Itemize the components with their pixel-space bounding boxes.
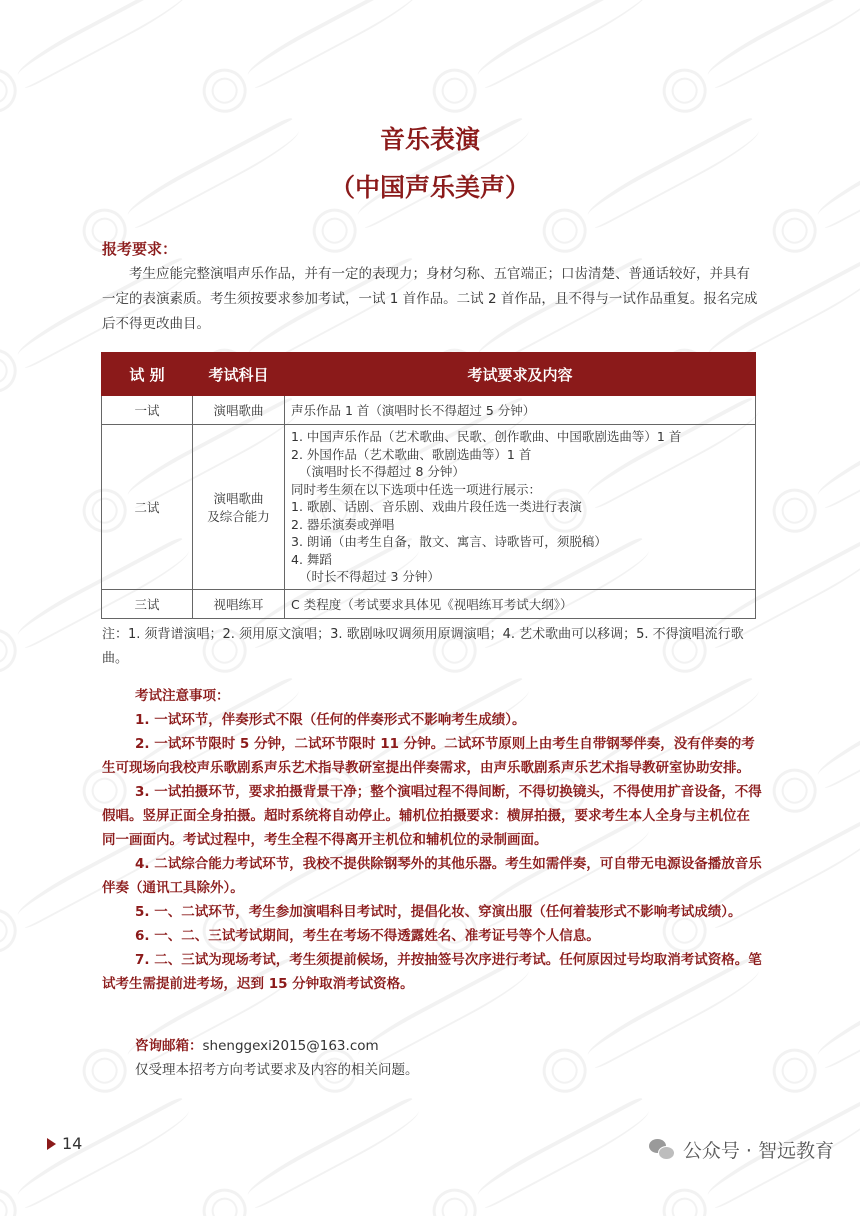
content-line: 同时考生须在以下选项中任选一项进行展示： [291, 481, 542, 497]
content-line: （演唱时长不得超过 8 分钟） [299, 464, 465, 479]
page-subtitle: （中国声乐美声） [329, 173, 530, 202]
contact-section [102, 1034, 762, 1082]
notice-item: 5. 一、二试环节，考生参加演唱科目考试时，提倡化妆、穿演出服（任何着装形式不影响考试成绩）。 [135, 904, 742, 920]
notice-item: 1. 一试环节，伴奏形式不限（任何的伴奏形式不影响考生成绩）。 [135, 712, 526, 728]
notice-item: 6. 一、二、三试考试期间，考生在考场不得透露姓名、准考证号等个人信息。 [135, 928, 600, 944]
subject-cell: 视唱练耳 [193, 589, 285, 618]
content-cell: 声乐作品 1 首（演唱时长不得超过 5 分钟） [285, 396, 756, 425]
watermark-tile [191, 0, 449, 128]
notice-item: 2. 一试环节限时 5 分钟，二试环节限时 11 分钟。二试环节原则上由考生自带钢琴伴奏，没有伴奏的考生可现场向我校声乐歌剧系声乐艺术指导教研室提出伴奏需求，由声乐歌剧系声乐艺术指导教研室协助安排。 [102, 736, 755, 776]
table-row [102, 425, 756, 590]
content-cell [285, 425, 756, 590]
page-title: 音乐表演 [379, 125, 480, 154]
exam-table [101, 352, 756, 619]
notice-section [102, 684, 762, 996]
content-line: 4. 舞蹈 [291, 551, 332, 567]
round-cell: 二试 [102, 425, 193, 590]
round-cell: 三试 [102, 589, 193, 618]
watermark-tile [0, 0, 219, 128]
subject-line: 演唱歌曲 [213, 490, 264, 506]
header-content: 考试要求及内容 [285, 353, 756, 396]
contact-email[interactable]: shenggexi2015@163.com [202, 1038, 379, 1054]
header-subject: 考试科目 [193, 353, 285, 396]
content-line: 2. 外国作品（艺术歌曲、歌剧选曲等）1 首 [291, 446, 532, 462]
watermark-tile [421, 1072, 679, 1216]
page-number-text: 14 [62, 1134, 83, 1153]
page-number [47, 1134, 82, 1153]
watermark-tile [761, 372, 860, 547]
watermark-tile [761, 932, 860, 1107]
table-row [102, 589, 756, 618]
content-line: 1. 中国声乐作品（艺术歌曲、民歌、创作歌曲、中国歌剧选曲等）1 首 [291, 429, 682, 444]
content-line: （时长不得超过 3 分钟） [299, 569, 440, 584]
content-line: 3. 朗诵（由考生自备，散文、寓言、诗歌皆可，须脱稿） [291, 534, 607, 549]
notice-item: 7. 二、三试为现场考试，考生须提前候场，并按抽签号次序进行考试。任何原因过号均取消考试资格。笔试考生需提前进考场，迟到 15 分钟取消考试资格。 [102, 952, 762, 992]
watermark-tile [191, 1072, 449, 1216]
subject-line: 及综合能力 [207, 508, 270, 524]
content-line: 2. 器乐演奏或弹唱 [291, 516, 395, 532]
watermark-tile [651, 0, 860, 128]
requirements-text: 考生应能完整演唱声乐作品，并有一定的表现力；身材匀称、五官端正；口齿清楚、普通话较好，并具有一定的表演素质。考生须按要求参加考试，一试 1 首作品。二试 2 首作品，且不得与一试作品重复。报名完成后不得更改曲目。 [102, 266, 758, 332]
header-round: 试 别 [102, 353, 193, 396]
content-line: 1. 歌剧、话剧、音乐剧、戏曲片段任选一类进行表演 [291, 499, 582, 514]
notice-item: 4. 二试综合能力考试环节，我校不提供除钢琴外的其他乐器。考生如需伴奏，可自带无电源设备播放音乐伴奏（通讯工具除外）。 [102, 856, 762, 896]
subject-cell: 演唱歌曲 [193, 396, 285, 425]
contact-label: 咨询邮箱： [135, 1038, 203, 1054]
notice-item: 3. 一试拍摄环节，要求拍摄背景干净；整个演唱过程不得间断，不得切换镜头，不得使用扩音设备，不得假唱。竖屏正面全身拍摄。超时系统将自动停止。辅机位拍摄要求：横屏拍摄，要求考生本人全身与主机位在同一画面内。考试过程中，考生全程不得离开主机位和辅机位的录制画面。 [102, 784, 762, 848]
contact-description: 仅受理本招考方向考试要求及内容的相关问题。 [135, 1062, 419, 1078]
table-note: 注：1. 须背谱演唱；2. 须用原文演唱；3. 歌剧咏叹调须用原调演唱；4. 艺术歌曲可以移调；5. 不得演唱流行歌曲。 [102, 627, 744, 666]
wechat-icon [649, 1139, 675, 1161]
triangle-marker-icon [47, 1138, 56, 1150]
table-header-row [102, 353, 756, 396]
watermark-tile [761, 652, 860, 827]
account-name: 公众号 · 智远教育 [682, 1140, 834, 1162]
table-row [102, 396, 756, 425]
round-cell: 一试 [102, 396, 193, 425]
requirements-heading: 报考要求： [102, 240, 178, 258]
watermark-tile [0, 1072, 219, 1216]
wechat-account-badge [649, 1136, 834, 1163]
notice-heading: 考试注意事项： [135, 688, 230, 704]
watermark-tile [421, 0, 679, 128]
content-cell: C 类程度（考试要求具体见《视唱练耳考试大纲》） [285, 589, 756, 618]
subject-cell [193, 425, 285, 590]
